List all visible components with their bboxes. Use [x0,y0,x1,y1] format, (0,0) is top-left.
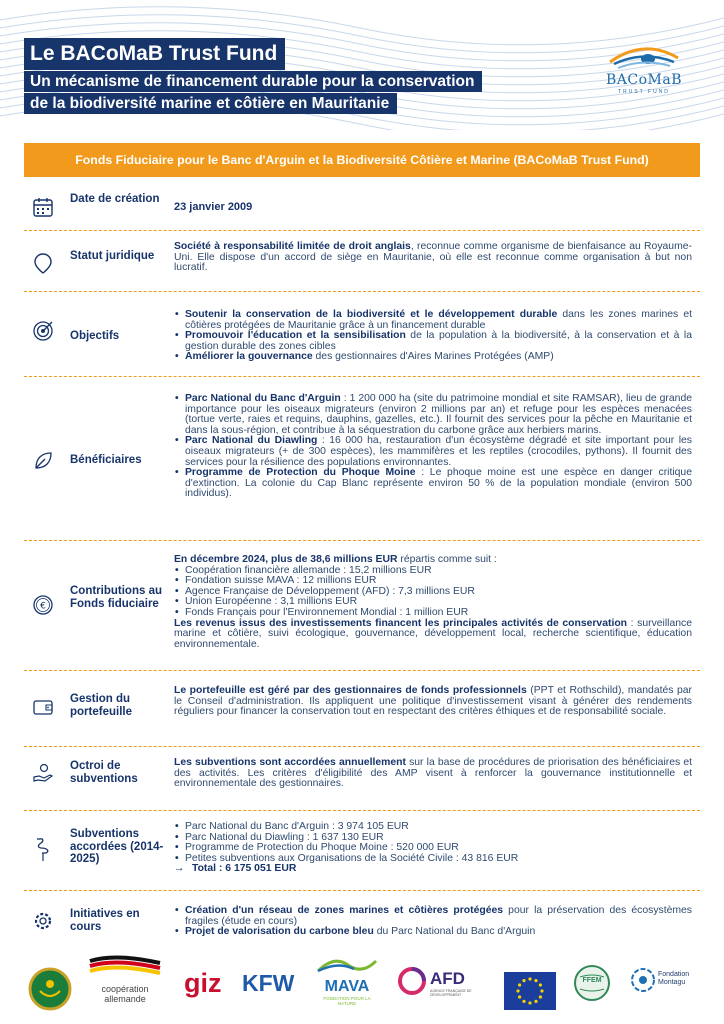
afd-tagline: AGENCE FRANÇAISE DE DÉVELOPPEMENT [430,989,472,997]
giz-logo: giz [184,968,222,998]
gear-icon [32,910,54,932]
mava-name: MAVA [324,978,370,995]
list-item: • Parc National du Diawling : 16 000 ha, restauration d'un écosystème dégradé et site important pour les oiseaux migrateurs (+ de 300 espèces), les mammifères et les reptiles (crocodiles, pythons). Il fournit des services pour la résilience des populations environnantes. [174,436,692,468]
list-item: • Fondation suisse MAVA : 12 millions EUR [174,576,692,587]
row-gestion [24,678,700,742]
row-objectifs [24,298,700,372]
list-item: • Soutenir la conservation de la biodiversité et le développement durable dans les zones marines et côtières protégées de Mauritanie grâce à un financement durable [174,310,692,331]
divider [24,291,700,292]
divider [24,540,700,541]
fondation-montagu-logo [630,955,700,1011]
objectifs-list [174,310,692,363]
row-octroi [24,752,700,804]
label-octroi: Octroi de subventions [70,760,138,785]
divider [24,890,700,891]
list-item: • Coopération financière allemande : 15,2 millions EUR [174,566,692,577]
bacomab-eye-icon [596,44,692,74]
german-flag-wave [86,955,164,979]
list-item: • Projet de valorisation du carbone bleu du Parc National du Banc d'Arguin [174,927,692,938]
montagu-circle-icon [630,967,656,993]
label-gestion: Gestion du portefeuille [70,693,132,718]
page-subtitle-line2: de la biodiversité marine et côtière en Mauritanie [24,93,397,114]
statut-text: Société à responsabilité limitée de droit anglais, reconnue comme organisme de bienfaisance au Royaume-Uni. Elle dispose d'un accord de siège en Mauritanie, où elle est reconnue comme organisation à but non lucratif. [174,241,692,274]
ffem-name: FFEM [582,977,602,984]
bacomab-logo [596,44,692,100]
row-contributions [24,548,700,662]
label-subventions: Subventions accordées (2014-2025) [70,828,164,865]
initiatives-list [174,906,692,938]
list-item: • Fonds Français pour l'Environnement Mondial : 1 million EUR [174,608,692,619]
contributions-list [174,566,692,619]
divider [24,810,700,811]
label-beneficiaires: Bénéficiaires [70,454,142,466]
divider [24,376,700,377]
list-item: • Promouvoir l'éducation et la sensibilisation de la population à la biodiversité, à la conservation et à la gestion durable des zones cibles [174,331,692,352]
logo-tagline: TRUST FUND [618,89,670,95]
map-pin-icon [32,252,54,274]
row-statut [24,236,700,288]
cooperation-allemande-logo [86,955,164,1011]
partner-logos [24,955,700,1015]
label-contributions: Contributions au Fonds fiduciaire [70,585,162,610]
list-item: • Parc National du Banc d'Arguin : 1 200 000 ha (site du patrimoine mondial et site RAMSAR), lieu de grande importance pour les oiseaux migrateurs (environ 2 millions par an) et refuge pour les espèces menacées (tortue verte, raies et requins, dauphins, gazelles, etc.). Il fournit des services pour la pêche en Mauritanie et dans la sous-région, et contribue à la séquestration du carbone grâce aux herbiers marins. [174,394,692,436]
list-item: • Programme de Protection du Phoque Moine : Le phoque moine est une espèce en danger critique d'extinction. La colonie du Cap Blanc représente environ 50 % de la population mondiale (environ 500 individus). [174,468,692,500]
flamingo-icon [32,836,54,862]
row-initiatives [24,898,700,944]
ffem-logo [572,955,612,1011]
logo-name: BACoMaB [605,72,682,88]
label-objectifs: Objectifs [70,330,120,342]
row-beneficiaires [24,384,700,534]
list-item: • Améliorer la gouvernance des gestionnaires d'Aires Marines Protégées (AMP) [174,352,692,363]
title-block [24,38,482,114]
creation-date: 23 janvier 2009 [174,201,253,213]
list-item: • Petites subventions aux Organisations de la Société Civile : 43 816 EUR [174,854,692,865]
label-statut: Statut juridique [70,250,155,262]
page-title: Le BACoMaB Trust Fund [24,38,285,70]
beneficiaires-list [174,394,692,500]
list-item: • Parc National du Diawling : 1 637 130 EUR [174,833,692,844]
eu-flag-logo [504,963,556,1019]
kfw-logo: KFW [242,970,295,996]
contributions-intro: En décembre 2024, plus de 38,6 millions EUR répartis comme suit : [174,554,497,565]
subventions-total: → Total : 6 175 051 EUR [174,864,692,875]
montagu-line1: Fondation [658,971,690,978]
leaf-icon [32,450,54,472]
contributions-outro: Les revenus issus des investissements financent les principales activités de conservation : surveillance marine et côtière, suivi écologique, gouvernance, développement local, recherche scientifique, éducation environnementale. [174,617,692,650]
subventions-list [174,822,692,875]
row-date [24,190,700,226]
wallet-icon [32,696,54,718]
target-icon [32,320,54,342]
euro-coin-icon [32,594,54,616]
cooperation-line1: coopération [101,984,149,994]
cooperation-line2: allemande [104,994,146,1004]
list-item: • Agence Française de Développement (AFD) : 7,3 millions EUR [174,587,692,598]
octroi-text: Les subventions sont accordées annuellement sur la base de procédures de priorisation des bénéficiaires et des activités. Les critères d'éligibilité des AMP visent à renforcer la gouvernance institutionnelle et environnementale des gestionnaires. [174,757,692,790]
mauritania-seal-logo [28,961,72,1017]
svg-text:€: € [40,601,46,612]
mava-logo [314,955,380,1011]
mava-wave-icon [314,955,380,973]
hand-coin-icon [32,762,54,784]
list-item: • Programme de Protection du Phoque Moine : 520 000 EUR [174,843,692,854]
divider [24,670,700,671]
montagu-line2: Montagu [658,979,686,986]
list-item: • Création d'un réseau de zones marines et côtières protégées pour la préservation des écosystèmes fragiles (étude en cours) [174,906,692,927]
mava-tagline: FONDATION POUR LA NATURE [323,996,371,1006]
calendar-icon [32,196,54,218]
gestion-text: Le portefeuille est géré par des gestionnaires de fonds professionnels (PPT et Rothschild), mandatés par le Conseil d'administration. Ils appliquent une politique d'investissement visant à générer des rendements réguliers pour financer la conservation tout en respectant des critères éthiques et de responsabilité sociale. [174,685,692,718]
page-header [0,0,724,130]
afd-name: AFD [430,969,465,988]
divider [24,746,700,747]
page-subtitle-line1: Un mécanisme de financement durable pour la conservation [24,71,482,92]
afd-logo [396,955,478,1011]
label-initiatives: Initiatives en cours [70,908,140,933]
fund-banner: Fonds Fiduciaire pour le Banc d'Arguin et la Biodiversité Côtière et Marine (BACoMaB Trust Fund) [24,143,700,177]
list-item: • Parc National du Banc d'Arguin : 3 974 105 EUR [174,822,692,833]
afd-ring-icon [396,965,428,997]
list-item: • Union Européenne : 3,1 millions EUR [174,597,692,608]
row-subventions [24,816,700,890]
label-date: Date de création [70,193,160,205]
divider [24,230,700,231]
